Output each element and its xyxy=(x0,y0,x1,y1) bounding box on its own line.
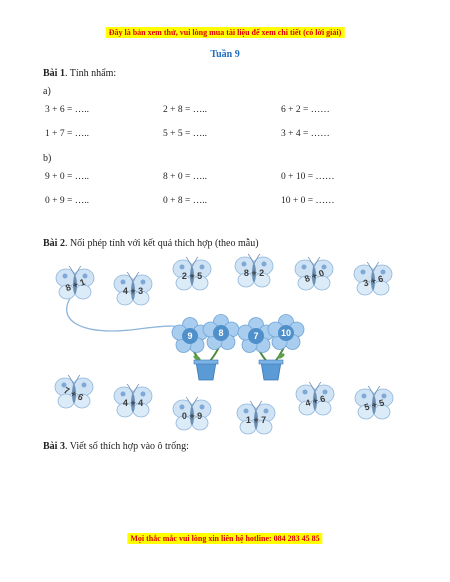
butterfly[interactable] xyxy=(173,397,211,430)
equation: 0 + 10 = …… xyxy=(281,172,335,182)
butterfly[interactable] xyxy=(295,257,333,290)
svg-text:4 + 6: 4 + 6 xyxy=(304,393,327,409)
svg-text:5 + 5: 5 + 5 xyxy=(363,397,386,413)
svg-text:4 + 3: 4 + 3 xyxy=(122,286,144,296)
flower[interactable] xyxy=(203,315,239,350)
week-title: Tuần 9 xyxy=(210,49,240,60)
butterfly[interactable] xyxy=(114,272,152,305)
butterfly[interactable] xyxy=(296,382,334,415)
svg-text:8 + 0: 8 + 0 xyxy=(303,267,326,285)
equation: 9 + 0 = ….. xyxy=(45,172,89,182)
butterfly[interactable] xyxy=(114,384,152,417)
equation: 5 + 5 = ….. xyxy=(163,129,207,139)
butterfly[interactable] xyxy=(56,266,94,299)
exercise-1-label: Bài 1 xyxy=(43,68,65,79)
exercise-3-label: Bài 3 xyxy=(43,441,65,452)
exercise-3-text: . Viết số thích hợp vào ô trống: xyxy=(64,441,189,452)
svg-text:1 + 7: 1 + 7 xyxy=(245,415,267,425)
exercise-2-text: . Nối phép tính với kết quả thích hợp (theo mẫu) xyxy=(64,238,259,249)
footer-notice: Mọi thắc mắc vui lòng xin liên hệ hotline: 084 283 45 85 xyxy=(127,533,322,544)
svg-text:9: 9 xyxy=(187,331,193,341)
svg-text:7 + 6: 7 + 6 xyxy=(62,385,85,403)
svg-text:8: 8 xyxy=(218,328,224,338)
equation: 3 + 4 = …… xyxy=(281,129,330,139)
svg-text:7: 7 xyxy=(253,331,259,341)
equation: 6 + 2 = …… xyxy=(281,105,330,115)
svg-text:10: 10 xyxy=(280,328,292,338)
svg-text:8 + 2: 8 + 2 xyxy=(243,268,265,278)
equation: 8 + 0 = ….. xyxy=(163,172,207,182)
svg-text:4 + 4: 4 + 4 xyxy=(122,398,144,408)
header-notice: Đây là bản xem thử, vui lòng mua tài liệu để xem chi tiết (có lời giải) xyxy=(106,27,345,38)
exercise-1-text: . Tính nhẩm: xyxy=(64,68,117,79)
equation: 1 + 7 = ….. xyxy=(45,129,89,139)
flower[interactable] xyxy=(172,318,208,353)
butterfly[interactable] xyxy=(355,386,393,419)
part-b-label: b) xyxy=(43,153,52,164)
equation: 10 + 0 = …… xyxy=(281,196,335,206)
equation: 2 + 8 = ….. xyxy=(163,105,207,115)
svg-text:0 + 9: 0 + 9 xyxy=(181,411,203,421)
butterfly[interactable] xyxy=(173,257,211,290)
flower[interactable] xyxy=(268,315,304,350)
exercise-3-heading xyxy=(43,441,189,452)
exercise-2-label: Bài 2 xyxy=(43,238,65,249)
flower[interactable] xyxy=(238,318,274,353)
butterfly[interactable] xyxy=(235,254,273,287)
svg-text:2 + 5: 2 + 5 xyxy=(181,271,203,281)
butterfly[interactable] xyxy=(55,375,93,408)
equation: 0 + 9 = ….. xyxy=(45,196,89,206)
svg-text:3 + 6: 3 + 6 xyxy=(362,273,385,289)
equation: 0 + 8 = ….. xyxy=(163,196,207,206)
butterfly[interactable] xyxy=(354,262,392,295)
part-a-label: a) xyxy=(43,86,51,97)
equation: 3 + 6 = ….. xyxy=(45,105,89,115)
butterfly[interactable] xyxy=(237,401,275,434)
svg-text:8 + 1: 8 + 1 xyxy=(64,276,87,294)
